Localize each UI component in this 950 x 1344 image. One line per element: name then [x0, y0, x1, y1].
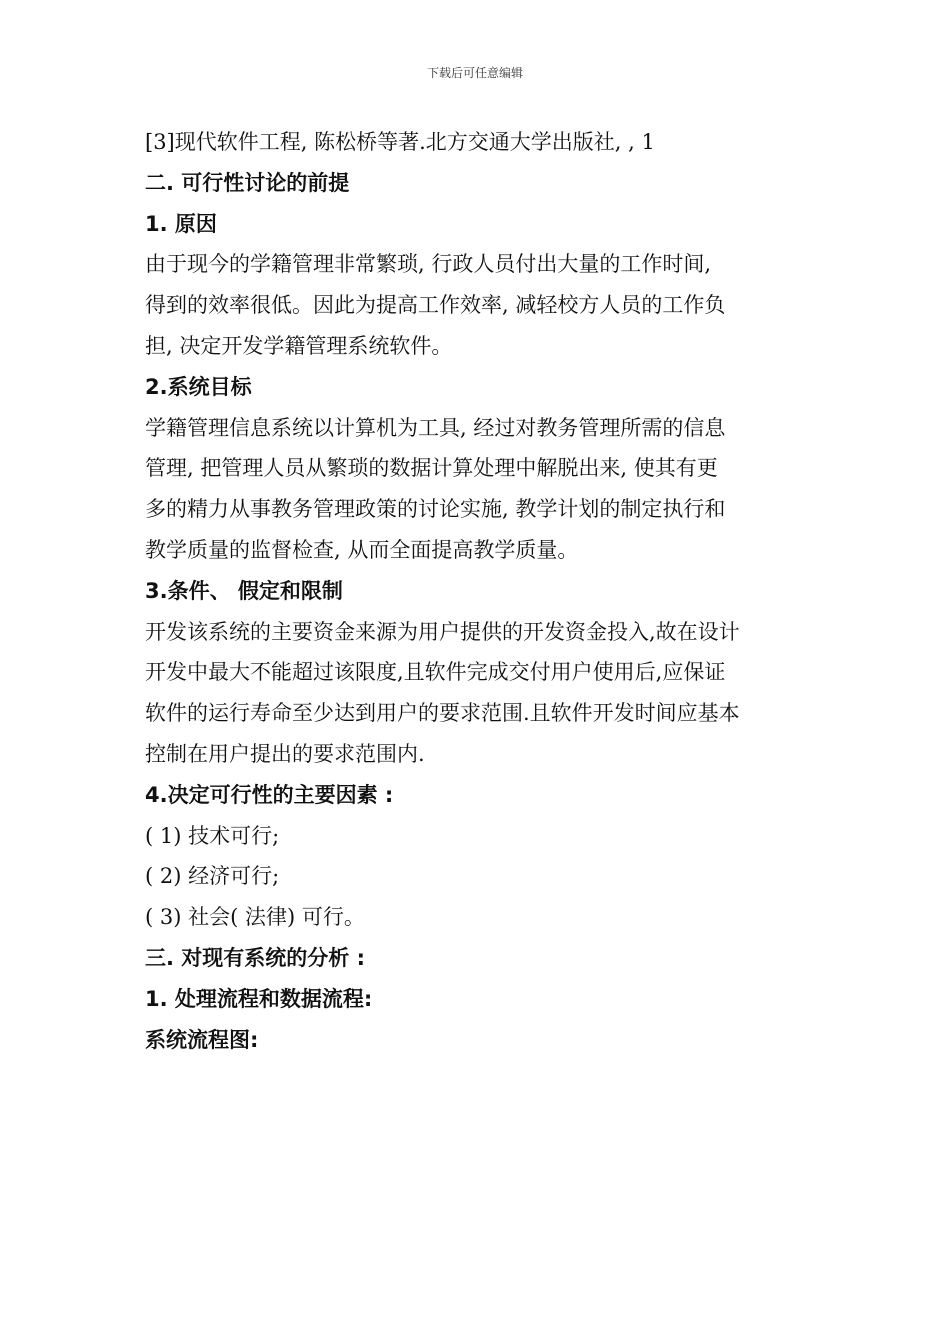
paragraph-line: 开发该系统的主要资金来源为用户提供的开发资金投入,故在设计	[145, 619, 740, 644]
paragraph-line: 软件的运行寿命至少达到用户的要求范围.且软件开发时间应基本	[145, 701, 740, 726]
paragraph-line: 由于现今的学籍管理非常繁琐, 行政人员付出大量的工作时间,	[145, 252, 712, 277]
subsection-heading: 1. 原因	[145, 211, 217, 236]
paragraph-line: 学籍管理信息系统以计算机为工具, 经过对教务管理所需的信息	[145, 415, 726, 440]
paragraph-line: 控制在用户提出的要求范围内.	[145, 741, 425, 766]
paragraph-line: 管理, 把管理人员从繁琐的数据计算处理中解脱出来, 使其有更	[145, 456, 718, 481]
paragraph-line: 开发中最大不能超过该限度,且软件完成交付用户使用后,应保证	[145, 660, 726, 685]
list-item: ( 1) 技术可行;	[145, 823, 280, 848]
list-item: ( 3) 社会( 法律) 可行。	[145, 905, 365, 930]
paragraph-line: 教学质量的监督检查, 从而全面提高教学质量。	[145, 537, 579, 562]
list-item: ( 2) 经济可行;	[145, 864, 280, 889]
subsection-heading: 2.系统目标	[145, 374, 252, 399]
subsection-heading: 4.决定可行性的主要因素 :	[145, 782, 394, 807]
document-body	[145, 122, 825, 1060]
reference-line: [3]现代软件工程, 陈松桥等著.北方交通大学出版社, , 1	[145, 130, 655, 154]
subsection-heading: 1. 处理流程和数据流程:	[145, 986, 373, 1011]
paragraph-line: 担, 决定开发学籍管理系统软件。	[145, 333, 453, 358]
section-heading: 三. 对现有系统的分析 :	[145, 945, 365, 970]
paragraph-line: 得到的效率很低。因此为提高工作效率, 减轻校方人员的工作负	[145, 293, 726, 318]
page-header: 下载后可任意编辑	[426, 66, 523, 80]
paragraph-line: 多的精力从事教务管理政策的讨论实施, 教学计划的制定执行和	[145, 497, 726, 522]
figure-caption-heading: 系统流程图:	[145, 1027, 259, 1052]
subsection-heading: 3.条件、 假定和限制	[145, 578, 343, 603]
section-heading: 二. 可行性讨论的前提	[145, 170, 350, 195]
